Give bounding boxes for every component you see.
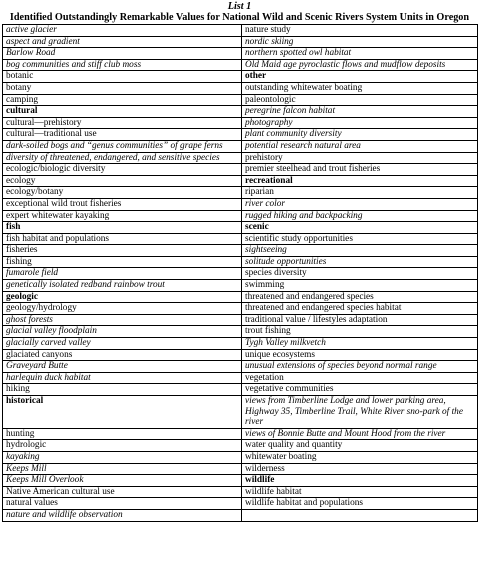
table-row	[3, 486, 478, 498]
table-row	[3, 71, 478, 83]
right-value-cell: wildlife	[242, 475, 478, 487]
right-value-cell: river color	[242, 198, 478, 210]
right-value-cell: riparian	[242, 187, 478, 199]
right-value-cell: species diversity	[242, 268, 478, 280]
list-label: List 1	[227, 1, 252, 12]
table-row	[3, 303, 478, 315]
left-value-cell: cultural—traditional use	[3, 129, 242, 141]
table-row	[3, 280, 478, 292]
right-value-cell: traditional value / lifestyles adaptation	[242, 314, 478, 326]
left-value-cell: genetically isolated redband rainbow trout	[3, 280, 242, 292]
left-value-cell: botanic	[3, 71, 242, 83]
right-value-cell: threatened and endangered species habitat	[242, 303, 478, 315]
right-value-cell: wildlife habitat	[242, 486, 478, 498]
left-value-cell: ecology/botany	[3, 187, 242, 199]
table-row	[3, 396, 478, 429]
table-row	[3, 372, 478, 384]
table-row	[3, 291, 478, 303]
right-value-cell: Tygh Valley milkvetch	[242, 338, 478, 350]
left-value-cell: hiking	[3, 384, 242, 396]
right-value-cell: paleontologic	[242, 94, 478, 106]
left-value-cell: geologic	[3, 291, 242, 303]
left-value-cell: expert whitewater kayaking	[3, 210, 242, 222]
right-value-cell: rugged hiking and backpacking	[242, 210, 478, 222]
table-row	[3, 245, 478, 257]
table-row	[3, 509, 478, 521]
right-value-cell: recreational	[242, 175, 478, 187]
table-row	[3, 152, 478, 164]
left-value-cell: fumarole field	[3, 268, 242, 280]
left-value-cell: Graveyard Butte	[3, 361, 242, 373]
table-row	[3, 164, 478, 176]
left-value-cell: camping	[3, 94, 242, 106]
table-row	[3, 210, 478, 222]
table-title: Identified Outstandingly Remarkable Values for National Wild and Scenic Rivers System Units in Oregon	[9, 12, 470, 23]
right-value-cell: vegetative communities	[242, 384, 478, 396]
left-value-cell: dark-soiled bogs and “genus communities” of grape ferns	[3, 140, 242, 152]
table-row	[3, 349, 478, 361]
table-row	[3, 25, 478, 37]
left-value-cell: Keeps Mill	[3, 463, 242, 475]
table-body	[3, 25, 478, 522]
left-value-cell: fish	[3, 222, 242, 234]
table-row	[3, 140, 478, 152]
right-value-cell: wildlife habitat and populations	[242, 498, 478, 510]
left-value-cell: bog communities and stiff club moss	[3, 59, 242, 71]
right-value-cell: vegetation	[242, 372, 478, 384]
right-value-cell: other	[242, 71, 478, 83]
table-row	[3, 36, 478, 48]
left-value-cell: cultural—prehistory	[3, 117, 242, 129]
table-row	[3, 256, 478, 268]
table-row	[3, 498, 478, 510]
right-value-cell: northern spotted owl habitat	[242, 48, 478, 60]
table-row	[3, 233, 478, 245]
right-value-cell: scientific study opportunities	[242, 233, 478, 245]
table-row	[3, 59, 478, 71]
table-row	[3, 384, 478, 396]
right-value-cell: potential research natural area	[242, 140, 478, 152]
right-value-cell: outstanding whitewater boating	[242, 82, 478, 94]
right-value-cell: peregrine falcon habitat	[242, 106, 478, 118]
table-row	[3, 361, 478, 373]
left-value-cell: geology/hydrology	[3, 303, 242, 315]
table-row	[3, 198, 478, 210]
right-value-cell: views from Timberline Lodge and lower parking area, Highway 35, Timberline Trail, White River sno-park of the river	[242, 396, 478, 429]
table-row	[3, 222, 478, 234]
values-table	[2, 24, 478, 522]
table-row	[3, 428, 478, 440]
right-value-cell: water quality and quantity	[242, 440, 478, 452]
right-value-cell: views of Bonnie Butte and Mount Hood from the river	[242, 428, 478, 440]
left-value-cell: Keeps Mill Overlook	[3, 475, 242, 487]
left-value-cell: nature and wildlife observation	[3, 509, 242, 521]
right-value-cell: sightseeing	[242, 245, 478, 257]
right-value-cell: unique ecosystems	[242, 349, 478, 361]
table-row	[3, 326, 478, 338]
left-value-cell: fisheries	[3, 245, 242, 257]
right-value-cell: nordic skiing	[242, 36, 478, 48]
table-row	[3, 187, 478, 199]
left-value-cell: aspect and gradient	[3, 36, 242, 48]
right-value-cell: whitewater boating	[242, 451, 478, 463]
right-value-cell: photography	[242, 117, 478, 129]
table-row	[3, 117, 478, 129]
left-value-cell: harlequin duck habitat	[3, 372, 242, 384]
left-value-cell: botany	[3, 82, 242, 94]
table-row	[3, 314, 478, 326]
left-value-cell: ghost forests	[3, 314, 242, 326]
table-row	[3, 82, 478, 94]
right-value-cell: Old Maid age pyroclastic flows and mudflow deposits	[242, 59, 478, 71]
left-value-cell: hydrologic	[3, 440, 242, 452]
table-row	[3, 463, 478, 475]
left-value-cell: kayaking	[3, 451, 242, 463]
right-value-cell: prehistory	[242, 152, 478, 164]
left-value-cell: ecologic/biologic diversity	[3, 164, 242, 176]
table-row	[3, 268, 478, 280]
right-value-cell: trout fishing	[242, 326, 478, 338]
left-value-cell: diversity of threatened, endangered, and sensitive species	[3, 152, 242, 164]
left-value-cell: fishing	[3, 256, 242, 268]
right-value-cell: premier steelhead and trout fisheries	[242, 164, 478, 176]
table-row	[3, 338, 478, 350]
table-row	[3, 129, 478, 141]
right-value-cell: scenic	[242, 222, 478, 234]
table-row	[3, 440, 478, 452]
right-value-cell	[242, 509, 478, 521]
left-value-cell: exceptional wild trout fisheries	[3, 198, 242, 210]
right-value-cell: unusual extensions of species beyond normal range	[242, 361, 478, 373]
left-value-cell: glacial valley floodplain	[3, 326, 242, 338]
left-value-cell: fish habitat and populations	[3, 233, 242, 245]
left-value-cell: Barlow Road	[3, 48, 242, 60]
left-value-cell: ecology	[3, 175, 242, 187]
right-value-cell: swimming	[242, 280, 478, 292]
left-value-cell: cultural	[3, 106, 242, 118]
table-row	[3, 475, 478, 487]
right-value-cell: plant community diversity	[242, 129, 478, 141]
right-value-cell: wilderness	[242, 463, 478, 475]
left-value-cell: glacially carved valley	[3, 338, 242, 350]
table-row	[3, 94, 478, 106]
left-value-cell: glaciated canyons	[3, 349, 242, 361]
right-value-cell: nature study	[242, 25, 478, 37]
right-value-cell: threatened and endangered species	[242, 291, 478, 303]
left-value-cell: natural values	[3, 498, 242, 510]
left-value-cell: historical	[3, 396, 242, 429]
left-value-cell: Native American cultural use	[3, 486, 242, 498]
table-row	[3, 48, 478, 60]
left-value-cell: active glacier	[3, 25, 242, 37]
table-row	[3, 106, 478, 118]
table-row	[3, 175, 478, 187]
right-value-cell: solitude opportunities	[242, 256, 478, 268]
left-value-cell: hunting	[3, 428, 242, 440]
table-row	[3, 451, 478, 463]
